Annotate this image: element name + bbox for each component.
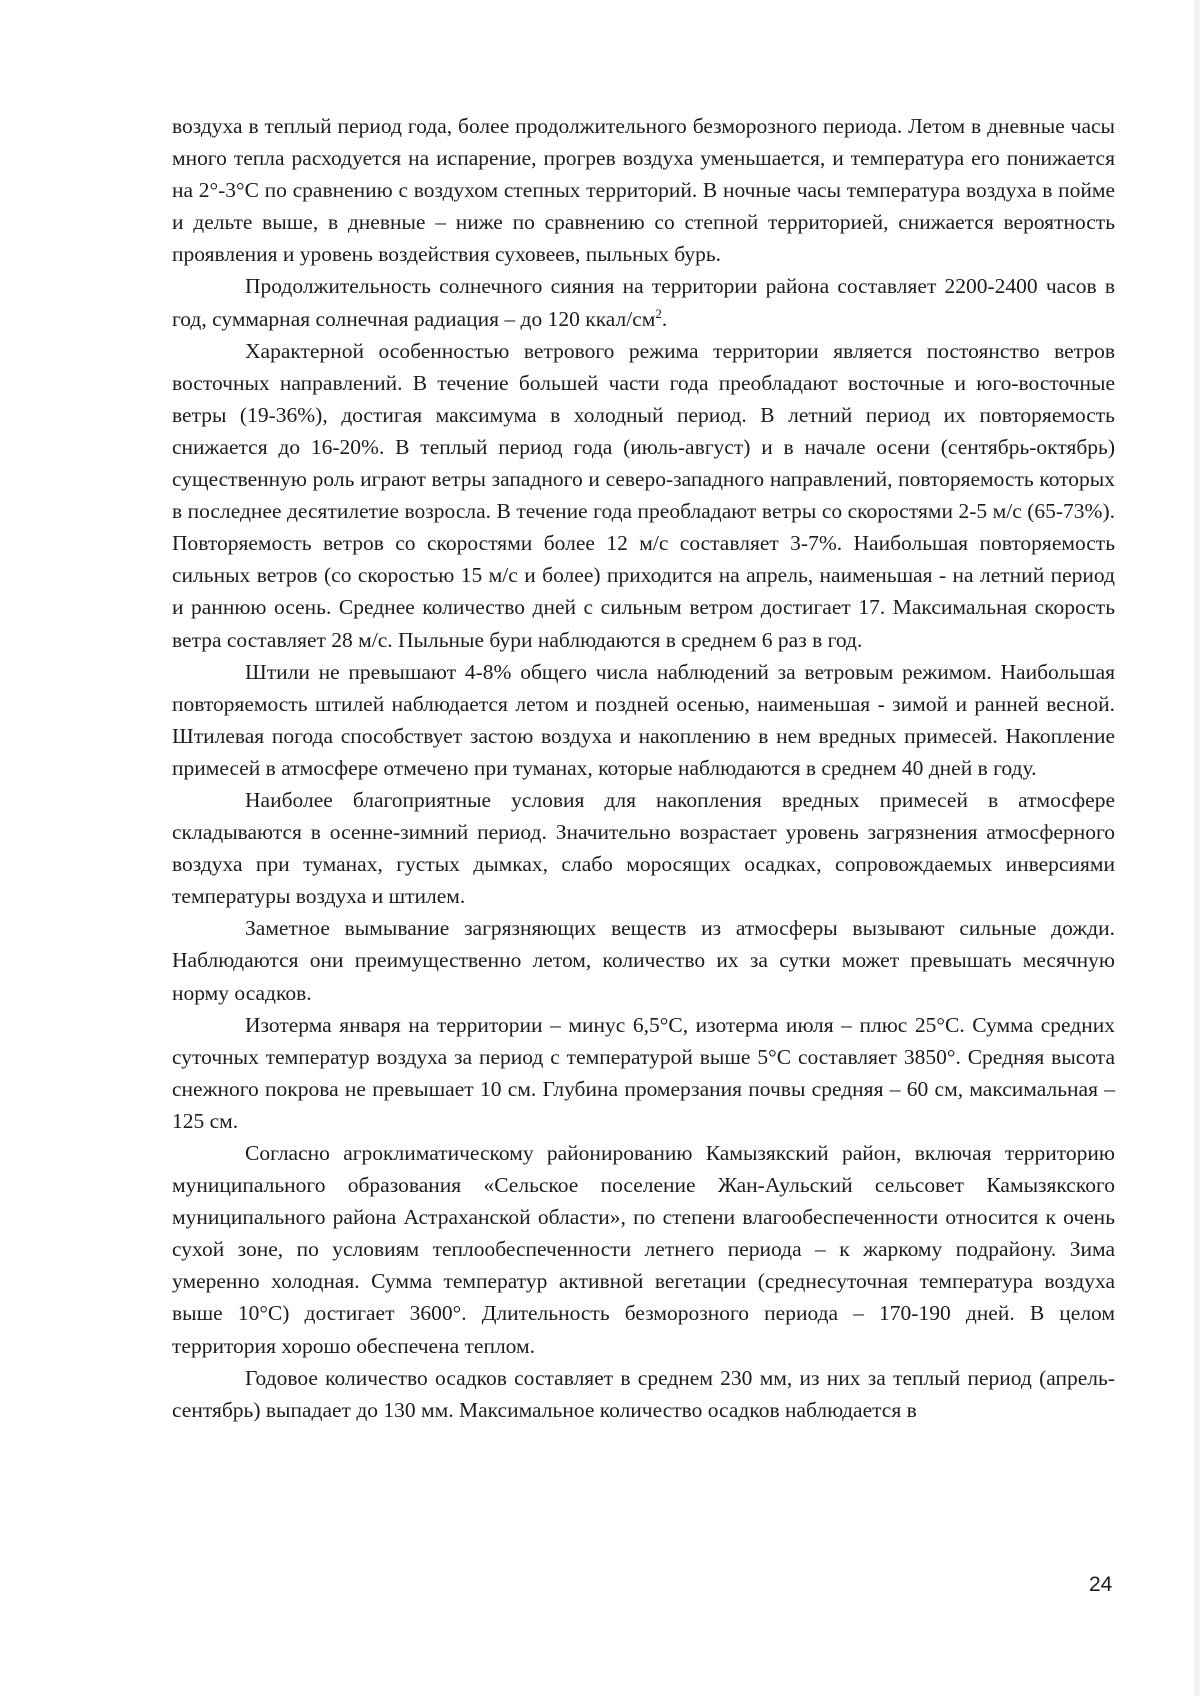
- page-body-text: [172, 110, 1115, 1426]
- page-edge-shadow: [1194, 0, 1200, 1696]
- paragraph-6: Заметное вымывание загрязняющих веществ из атмосферы вызывают сильные дожди. Наблюдаются они преимущественно летом, количество их за сутки может превышать месячную норму осадков.: [172, 916, 1115, 1005]
- paragraph-8: Согласно агроклиматическому районированию Камызякский район, включая территорию муниципального образования «Сельское поселение Жан-Аульский сельсовет Камызякского муниципального района Астраханской области», по степени влагообеспеченности относится к очень сухой зоне, по условиям теплообеспеченности летнего периода – к жаркому подрайону. Зима умеренно холодная. Сумма температур активной вегетации (среднесуточная температура воздуха выше 10°С) достигает 3600°. Длительность безморозного периода – 170-190 дней. В целом территория хорошо обеспечена теплом.: [172, 1141, 1115, 1358]
- paragraph-4: Штили не превышают 4-8% общего числа наблюдений за ветровым режимом. Наибольшая повторяемость штилей наблюдается летом и поздней осенью, наименьшая - зимой и ранней весной. Штилевая погода способствует застою воздуха и накоплению в нем вредных примесей. Накопление примесей в атмосфере отмечено при туманах, которые наблюдаются в среднем 40 дней в году.: [172, 659, 1115, 780]
- paragraph-5: Наиболее благоприятные условия для накопления вредных примесей в атмосфере складываются в осенне-зимний период. Значительно возрастает уровень загрязнения атмосферного воздуха при туманах, густых дымках, слабо моросящих осадках, сопровождаемых инверсиями температуры воздуха и штилем.: [172, 787, 1115, 909]
- paragraph-9: Годовое количество осадков составляет в среднем 230 мм, из них за теплый период (апрель-сентябрь) выпадает до 130 мм. Максимальное количество осадков наблюдается в: [172, 1365, 1115, 1422]
- page-number: 24: [1089, 1573, 1113, 1596]
- paragraph-2-text: Продолжительность солнечного сияния на территории района составляет 2200-2400 часов в год, суммарная солнечная радиация – до 120 ккал/см: [172, 274, 1115, 331]
- paragraph-1: воздуха в теплый период года, более продолжительного безморозного периода. Летом в дневные часы много тепла расходуется на испарение, прогрев воздуха уменьшается, и температура его понижается на 2°-3°С по сравнению с воздухом степных территорий. В ночные часы температура воздуха в пойме и дельте выше, в дневные – ниже по сравнению со степной территорией, снижается вероятность проявления и уровень воздействия суховеев, пыльных бурь.: [172, 114, 1115, 267]
- paragraph-3: Характерной особенностью ветрового режима территории является постоянство ветров восточных направлений. В течение большей части года преобладают восточные и юго-восточные ветры (19-36%), достигая максимума в холодный период. В летний период их повторяемость снижается до 16-20%. В теплый период года (июль-август) и в начале осени (сентябрь-октябрь) существенную роль играют ветры западного и северо-западного направлений, повторяемость которых в последнее десятилетие возросла. В течение года преобладают ветры со скоростями 2-5 м/с (65-73%). Повторяемость ветров со скоростями более 12 м/с составляет 3-7%. Наибольшая повторяемость сильных ветров (со скоростью 15 м/с и более) приходится на апрель, наименьшая - на летний период и раннюю осень. Среднее количество дней с сильным ветром достигает 17. Максимальная скорость ветра составляет 28 м/с. Пыльные бури наблюдаются в среднем 6 раз в год.: [172, 338, 1115, 652]
- superscript-2: 2: [655, 305, 662, 321]
- paragraph-2-tail: .: [661, 306, 668, 331]
- paragraph-7: Изотерма января на территории – минус 6,5°С, изотерма июля – плюс 25°С. Сумма средних суточных температур воздуха за период с температурой выше 5°С составляет 3850°. Средняя высота снежного покрова не превышает 10 см. Глубина промерзания почвы средняя – 60 см, максимальная – 125 см.: [172, 1012, 1115, 1133]
- paragraph-2: [172, 270, 1115, 334]
